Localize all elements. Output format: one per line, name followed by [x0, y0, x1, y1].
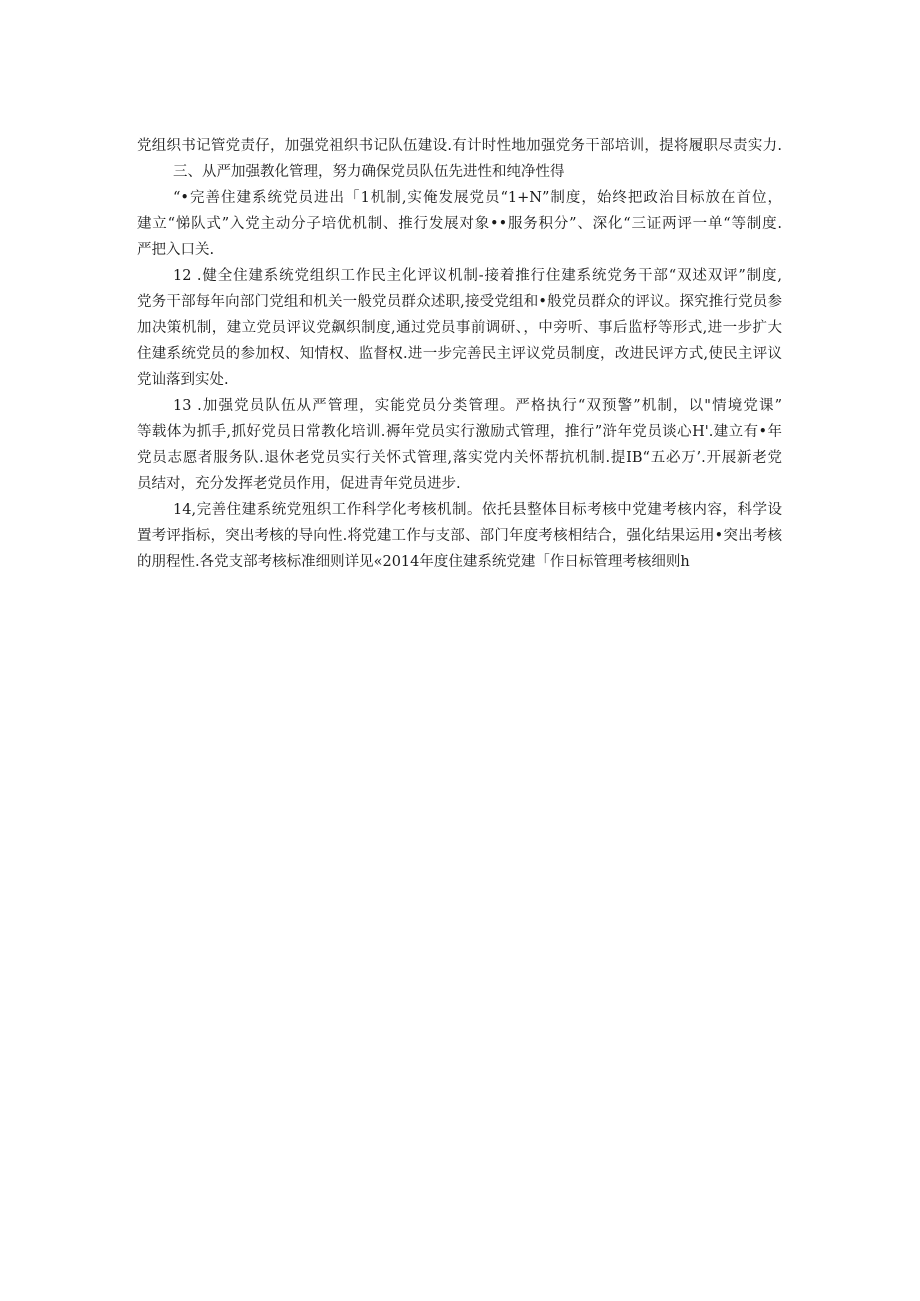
section-heading-text: 三、从严加强教化管理，努力确保党员队伍先进性和纯净性得	[173, 164, 565, 180]
section-heading-3	[137, 159, 782, 185]
text-line: 13 .加强党员队伍从严管理，实能党员分类管理。严格执行“双预警”机制，以"情境党课”	[173, 398, 782, 414]
paragraph-party-secretary	[137, 133, 782, 159]
text-line: 建立“悌队式”入党主动分子培优机制、推行发展对象••服务积分”、深化“三证两评一单“等制度.	[137, 216, 782, 232]
text-line: 员结对，充分发挥老党员作用，促进青年党员进步.	[137, 476, 461, 492]
paragraph-13	[137, 393, 782, 497]
text-line: 党组织书记管党责仔，加强党祖织书记队伍建设.有计时性地加强党务干部培训，提将履职尽责实力.	[137, 138, 782, 154]
text-line: 住建系统党员的参加权、知情权、监督权.进一步完善民主评议党员制度，改进民评方式,使民主评议	[137, 346, 782, 362]
text-line: 置考评指标，突出考核的导向性.将党建工作与支部、部门年度考核相结合，强化结果运用•突出考核	[137, 528, 782, 544]
text-line: 党讪落到实处.	[137, 372, 229, 388]
paragraph-14	[137, 497, 782, 575]
document-body	[137, 133, 782, 575]
text-line: “•完善住建系统党员进出「1机制,实俺发展党员“1+N”制度，始终把政治目标放在首位，	[173, 190, 782, 206]
text-line: 党务干部每年向部门党组和机关一般党员群众述职,接受党组和•般党员群众的评议。探究推行党员参	[137, 294, 782, 310]
text-line: 12 .健全住建系统党组织工作民主化评议机制-接着推行住建系统党务干部“双述双评”制度,	[173, 268, 782, 284]
text-line: 加决策机制，建立党员评议党飙织制度,通过党员事前调研、，中旁听、事后监杼等形式,进一步扩大	[137, 320, 782, 336]
text-line: 党员志愿者服务队.退休老党员实行关怀式管理,落实党内关怀帮抗机制.提IB“五必万’.开展新老党	[137, 450, 782, 466]
paragraph-12	[137, 263, 782, 393]
text-line: 严把入口关.	[137, 242, 215, 258]
text-line: 14,完善住建系统党殂织工作科学化考核机制。依托县整体目标考核中党建考核内容，科学设	[173, 502, 782, 518]
paragraph-11	[137, 185, 782, 263]
text-line: 的朋程性.各党支部考核标准细则详见«2014年度住建系统党建「作日标管理考核细则h	[137, 554, 690, 570]
text-line: 等载体为抓手,抓好党员日常教化培训.褥年党员实行激励式管理，推行”浒年党员谈心H'.建立有•年	[137, 424, 782, 440]
